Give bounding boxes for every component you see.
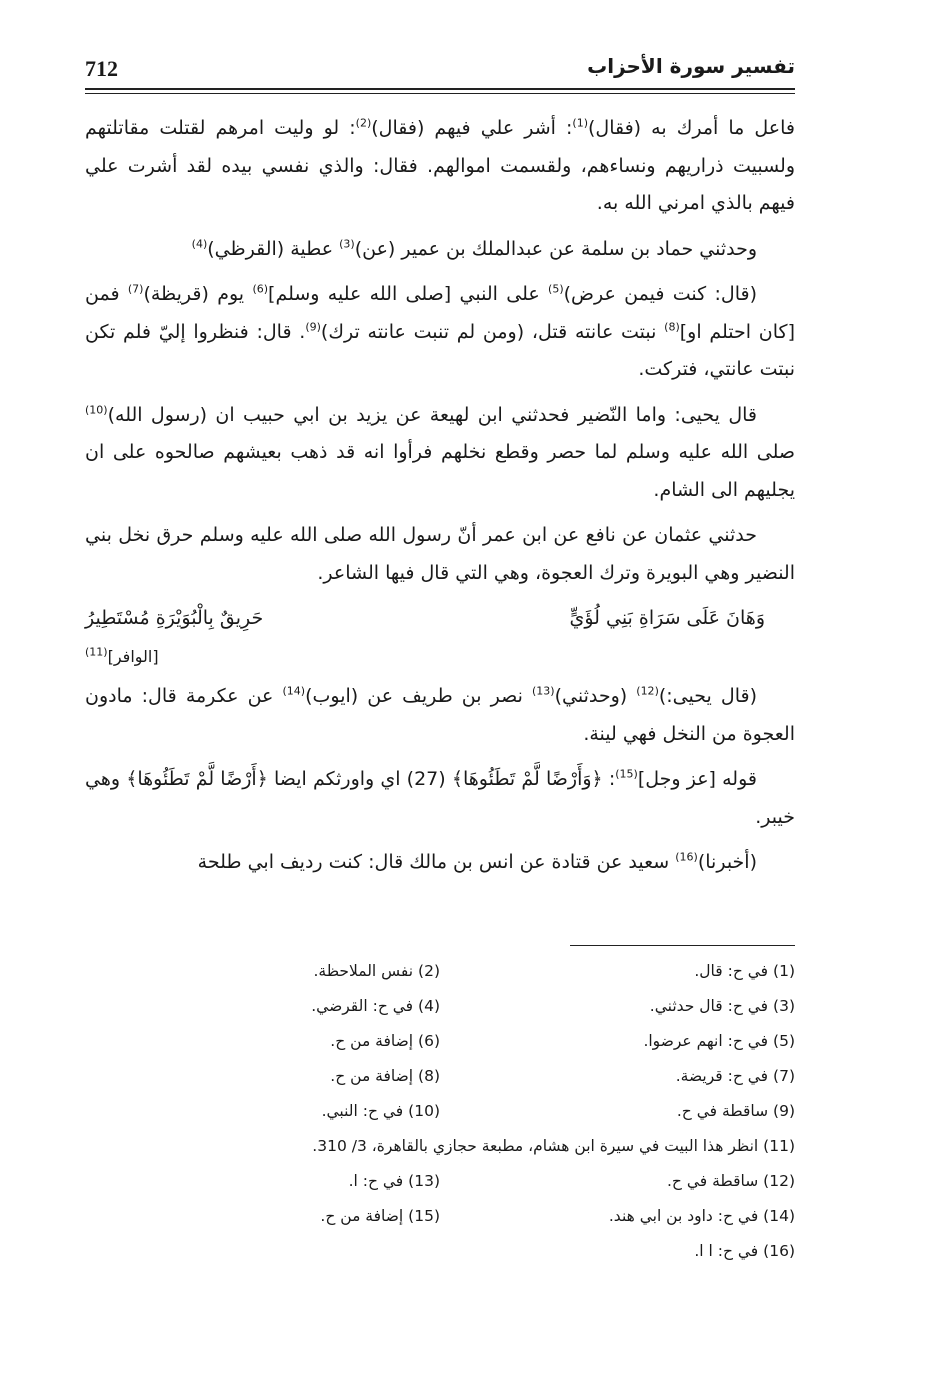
footnote-ref: (16) xyxy=(675,850,698,864)
footnote-ref: (4) xyxy=(191,237,208,251)
footnote-item: (12) ساقطة في ح. xyxy=(666,1172,795,1190)
paragraph-4: قال يحيى: واما النّضير فحدثني ابن لهيعة عن يزيد بن ابي حبيب ان (رسول الله)$^{(10)}$ صلى الله عليه وسلم لما حصر وقطع نخلهم فرأوا انه قد ذهب بعيشهم صالحوه على ان يجليهم الى الشام. xyxy=(85,403,795,501)
header-rule-thin xyxy=(85,93,795,94)
footnote-item: (1) في ح: قال. xyxy=(694,962,795,980)
verse-second-hemistich: حَرِيقٌ بِالْبُوَيْرَةِ مُسْتَطِيرُ xyxy=(85,607,264,629)
footnote-item: (3) في ح: قال حدثني. xyxy=(649,997,795,1015)
footnote-ref: (10) xyxy=(85,403,108,417)
footnote-item: (8) إضافة من ح. xyxy=(330,1067,440,1085)
footnote-row xyxy=(85,1172,795,1207)
footnote-item: (16) في ح: ا ا. xyxy=(694,1242,795,1260)
main-text xyxy=(85,110,795,890)
footnote-ref: (7) xyxy=(127,282,144,296)
footnote-item: (11) انظر هذا البيت في سيرة ابن هشام، مطبعة حجازي بالقاهرة، 3/ 310. xyxy=(312,1137,795,1155)
footnote-row xyxy=(85,1067,795,1102)
footnote-row xyxy=(85,1102,795,1137)
footnote-ref: (9) xyxy=(305,320,321,334)
footnote-ref: (6) xyxy=(252,282,269,296)
footnote-ref: (15) xyxy=(615,767,638,781)
paragraph-7: قوله [عز وجل]$^{(15)}$: ﴿وَأَرْضًا لَّمْ تَطَئُوهَا﴾ (27) اي واورثكم ايضا ﴿أَرْضًا لَّمْ تَطَئُوهَا﴾ وهي خيبر. xyxy=(85,767,795,828)
footnote-row xyxy=(85,1032,795,1067)
footnote-row xyxy=(85,1137,795,1172)
footnote-ref: (8) xyxy=(664,320,680,334)
poetry-verse xyxy=(85,600,795,674)
verse-meter: [الوافر]$^{(11)}$ xyxy=(85,645,159,666)
footnote-item: (4) في ح: القرضي. xyxy=(311,997,440,1015)
footnote-ref: (11) xyxy=(85,645,108,659)
footnote-item: (15) إضافة من ح. xyxy=(320,1207,440,1225)
footnote-ref: (3) xyxy=(339,237,355,251)
footnote-item: (5) في ح: انهم عرضوا. xyxy=(643,1032,795,1050)
footnotes xyxy=(85,962,795,1277)
footnote-item: (7) في ح: قريضة. xyxy=(675,1067,795,1085)
footnote-item: (14) في ح: داود بن ابي هند. xyxy=(608,1207,795,1225)
page-number: 712 xyxy=(85,56,118,81)
paragraph-8: (أخبرنا)$^{(16)}$ سعيد عن قتادة عن انس بن مالك قال: كنت رديف ابي طلحة xyxy=(197,850,757,873)
paragraph-3: (قال: كنت فيمن عرض)$^{(5)}$ على النبي [صلى الله عليه وسلم]$^{(6)}$ يوم (قريظة)$^{(7)}$ فمن [كان احتلم او]$^{(8)}$ نبتت عانته قتل، (ومن لم تنبت عانته ترك)$^{(9)}$. قال: فنظروا إليّ فلم تكن نبتت عانتي، فتركت. xyxy=(85,282,796,380)
footnote-ref: (1) xyxy=(572,116,588,130)
footnote-row xyxy=(85,1207,795,1242)
footnote-ref: (2) xyxy=(355,116,372,130)
paragraph-1: فاعل ما أمرك به (فقال)$^{(1)}$: أشر علي فيهم (فقال)$^{(2)}$: لو وليت امرهم لقتلت مقاتلتهم ولسبيت ذراريهم ونساءهم، ولقسمت اموالهم. فقال: والذي نفسي بيده لقد أشرت علي فيهم بالذي امرني الله به. xyxy=(85,116,795,214)
paragraph-6: (قال يحيى:)$^{(12)}$ (وحدثني)$^{(13)}$ نصر بن طريف عن (ايوب)$^{(14)}$ عن عكرمة قال: مادون العجوة من النخل فهي لينة. xyxy=(85,684,795,745)
paragraph-2: وحدثني حماد بن سلمة عن عبدالملك بن عمير (عن)$^{(3)}$ عطية (القرظي)$^{(4)}$ xyxy=(191,237,757,260)
footnote-ref: (5) xyxy=(548,282,564,296)
footnote-item: (2) نفس الملاحظة. xyxy=(313,962,440,980)
footnote-ref: (14) xyxy=(282,684,306,698)
footnote-row xyxy=(85,1242,795,1277)
footnote-ref: (12) xyxy=(636,684,659,698)
footnote-row xyxy=(85,997,795,1032)
footnote-separator xyxy=(570,945,795,946)
running-title: تفسير سورة الأحزاب xyxy=(587,54,795,78)
footnote-item: (10) في ح: النبي. xyxy=(321,1102,440,1120)
footnote-item: (9) ساقطة في ح. xyxy=(676,1102,795,1120)
page-header xyxy=(85,52,795,88)
footnote-item: (6) إضافة من ح. xyxy=(330,1032,440,1050)
paragraph-5: حدثني عثمان عن نافع عن ابن عمر أنّ رسول الله صلى الله عليه وسلم حرق نخل بني النضير وهي البويرة وترك العجوة، وهي التي قال فيها الشاعر. xyxy=(85,524,795,584)
footnote-item: (13) في ح: ا. xyxy=(348,1172,440,1190)
footnote-ref: (13) xyxy=(532,684,555,698)
footnote-row xyxy=(85,962,795,997)
verse-first-hemistich: وَهَانَ عَلَى سَرَاةِ بَنِي لُؤَيٍّ xyxy=(569,607,765,629)
header-rule xyxy=(85,88,795,90)
